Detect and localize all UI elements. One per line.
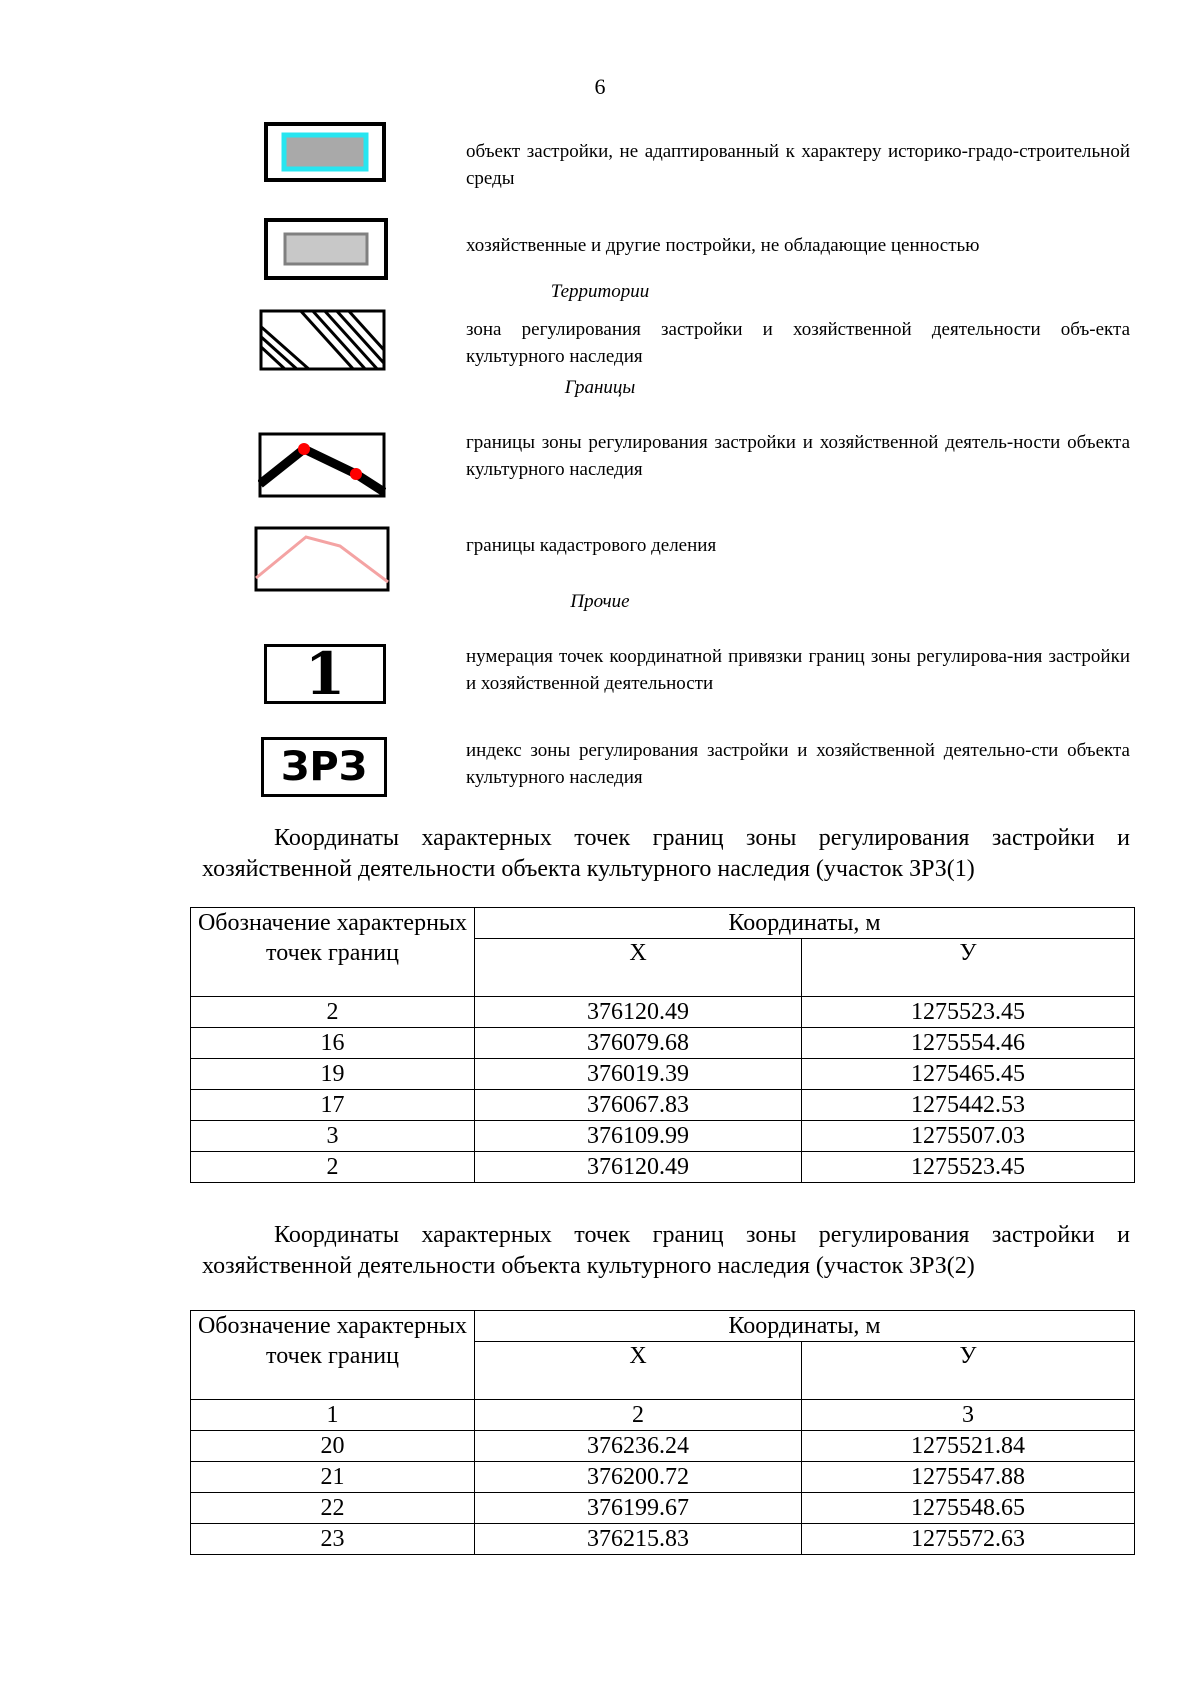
cell-y: 3 — [802, 1400, 1135, 1431]
header-y: У — [802, 1342, 1135, 1400]
header-x: Х — [475, 939, 802, 997]
cell-y: 1275507.03 — [802, 1121, 1135, 1152]
hatched-zone-icon — [259, 309, 386, 371]
cell-x: 376200.72 — [475, 1462, 802, 1493]
cell-point: 16 — [191, 1028, 475, 1059]
legend-text-zone-border: границы зоны регулирования застройки и хозяйственной деятель-ности объекта культурного наследия — [466, 432, 1130, 480]
header-y: У — [802, 939, 1135, 997]
cell-point: 17 — [191, 1090, 475, 1121]
legend-text-unadapted-building: объект застройки, не адаптированный к характеру историко-градо-строительной среды — [466, 141, 1130, 189]
table-2-title: Координаты характерных точек границ зоны регулирования застройки и хозяйственной деятельности объекта культурного наследия (участок ЗРЗ(2) — [202, 1222, 1130, 1279]
cell-point: 2 — [191, 1152, 475, 1183]
cell-y: 1275465.45 — [802, 1059, 1135, 1090]
cell-x: 376079.68 — [475, 1028, 802, 1059]
cell-x: 2 — [475, 1400, 802, 1431]
legend-text-cadastral-border: границы кадастрового деления — [466, 535, 717, 556]
legend-text-auxiliary-building: хозяйственные и другие постройки, не обладающие ценностью — [466, 235, 980, 256]
cell-x: 376120.49 — [475, 997, 802, 1028]
zone-index-icon — [261, 737, 387, 797]
section-other: Прочие — [570, 591, 630, 612]
header-designation: Обозначение характерных точек границ — [191, 1311, 475, 1400]
unadapted-building-icon — [264, 122, 386, 182]
point-number-badge: 1 — [304, 640, 346, 708]
cell-point: 2 — [191, 997, 475, 1028]
header-coordinates: Координаты, м — [475, 908, 1135, 939]
cell-y: 1275523.45 — [802, 1152, 1135, 1183]
header-designation: Обозначение характерных точек границ — [191, 908, 475, 997]
cell-x: 376199.67 — [475, 1493, 802, 1524]
table-row — [191, 997, 1135, 1028]
table-row — [191, 1059, 1135, 1090]
table-1-title: Координаты характерных точек границ зоны регулирования застройки и хозяйственной деятельности объекта культурного наследия (участок ЗРЗ(1) — [202, 825, 1130, 882]
cell-x: 376215.83 — [475, 1524, 802, 1555]
table-row — [191, 1431, 1135, 1462]
cell-y: 1275572.63 — [802, 1524, 1135, 1555]
cell-point: 20 — [191, 1431, 475, 1462]
cell-y: 1275521.84 — [802, 1431, 1135, 1462]
table-row — [191, 1028, 1135, 1059]
coordinates-table-1 — [190, 907, 1135, 1183]
auxiliary-building-icon — [264, 218, 388, 280]
cell-point: 1 — [191, 1400, 475, 1431]
table-row — [191, 1462, 1135, 1493]
table-row — [191, 1493, 1135, 1524]
cell-x: 376019.39 — [475, 1059, 802, 1090]
cell-y: 1275554.46 — [802, 1028, 1135, 1059]
table-row — [191, 1090, 1135, 1121]
table-row — [191, 1121, 1135, 1152]
cell-point: 22 — [191, 1493, 475, 1524]
cell-point: 19 — [191, 1059, 475, 1090]
cell-y: 1275442.53 — [802, 1090, 1135, 1121]
cell-x: 376236.24 — [475, 1431, 802, 1462]
cell-x: 376120.49 — [475, 1152, 802, 1183]
cell-x: 376109.99 — [475, 1121, 802, 1152]
table-row — [191, 1400, 1135, 1431]
page-number: 6 — [594, 74, 606, 99]
coordinates-table-2 — [190, 1310, 1135, 1555]
legend-text-zone-index: индекс зоны регулирования застройки и хозяйственной деятельно-сти объекта культурного наследия — [466, 740, 1130, 788]
cell-point: 21 — [191, 1462, 475, 1493]
zone-border-icon — [258, 432, 386, 498]
cell-x: 376067.83 — [475, 1090, 802, 1121]
header-coordinates: Координаты, м — [475, 1311, 1135, 1342]
legend-text-point-number: нумерация точек координатной привязки границ зоны регулирова-ния застройки и хозяйственной деятельности — [466, 646, 1130, 694]
cell-y: 1275548.65 — [802, 1493, 1135, 1524]
section-borders: Границы — [564, 377, 636, 398]
legend-text-hatched-zone: зона регулирования застройки и хозяйственной деятельности объ-екта культурного наследия — [466, 319, 1130, 367]
cell-point: 23 — [191, 1524, 475, 1555]
cell-y: 1275547.88 — [802, 1462, 1135, 1493]
cadastral-border-icon — [254, 526, 390, 592]
zone-index-badge: ЗРЗ — [280, 744, 368, 790]
header-x: Х — [475, 1342, 802, 1400]
section-territories: Территории — [550, 281, 650, 302]
table-row — [191, 1524, 1135, 1555]
cell-y: 1275523.45 — [802, 997, 1135, 1028]
table-row — [191, 1152, 1135, 1183]
point-number-icon — [264, 640, 386, 708]
cell-point: 3 — [191, 1121, 475, 1152]
